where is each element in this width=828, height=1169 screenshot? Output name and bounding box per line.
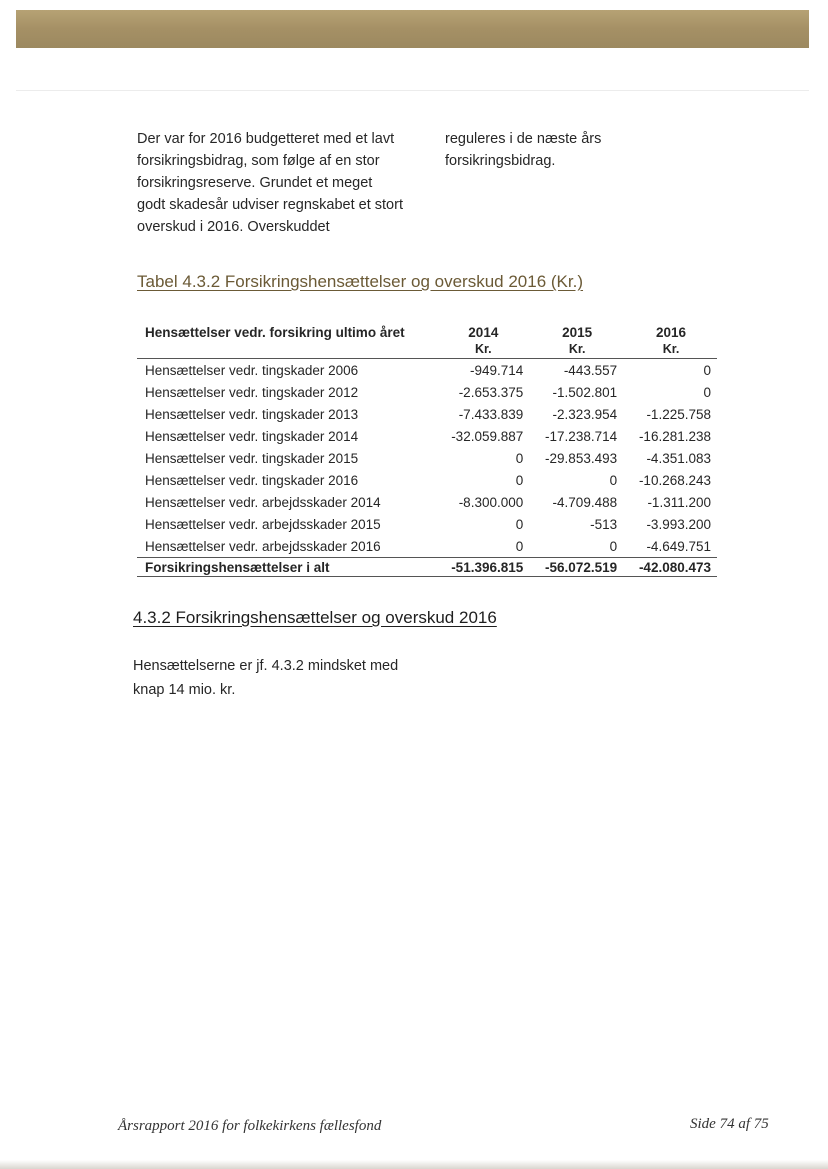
cell-value: 0 (529, 535, 623, 558)
cell-value: -2.323.954 (552, 406, 618, 422)
row-label: Hensættelser vedr. tingskader 2012 (145, 384, 359, 400)
cell-value: -32.059.887 (451, 428, 524, 444)
body-text-left-column: Der var for 2016 budgetteret med et lavt forsikringsbidrag, som følge af en stor forsikringsreserve. Grundet et meget godt skadesår udviser regnskabet et stort overskud i 2016. Overskuddet (137, 131, 403, 235)
total-row (137, 558, 717, 577)
table-row (137, 403, 717, 425)
year-header-2015: 2015 (562, 325, 593, 340)
cell-value: -4.709.488 (552, 494, 618, 510)
row-label: Hensættelser vedr. tingskader 2013 (145, 406, 359, 422)
table-row-header: Hensættelser vedr. forsikring ultimo året (145, 325, 405, 340)
cell-value: -2.653.375 (458, 384, 524, 400)
row-label: Hensættelser vedr. tingskader 2006 (145, 362, 359, 378)
cell-value: -4.649.751 (623, 535, 717, 558)
total-label: Forsikringshensættelser i alt (137, 558, 435, 577)
unit-header-blank (137, 340, 435, 359)
total-value: -51.396.815 (435, 558, 529, 577)
cell-value: 0 (515, 472, 524, 488)
section-body: Hensættelserne er jf. 4.3.2 mindsket med knap 14 mio. kr. (133, 658, 399, 698)
cell-value: 0 (515, 450, 524, 466)
cell-value: -513 (590, 516, 618, 532)
table-row (137, 381, 717, 403)
page-number: Side 74 af 75 (690, 1116, 769, 1132)
cell-value: -3.993.200 (646, 516, 711, 532)
cell-value: 0 (703, 362, 711, 378)
cell-value: 0 (515, 516, 524, 532)
body-text-right-column: reguleres i de næste års forsikringsbidrag. (445, 131, 602, 169)
table-row (137, 469, 717, 491)
year-header-2016: 2016 (656, 325, 687, 340)
row-label: Hensættelser vedr. tingskader 2014 (145, 428, 359, 444)
section-heading: 4.3.2 Forsikringshensættelser og overskud 2016 (133, 608, 497, 627)
table-row (137, 491, 717, 513)
footer-title: Årsrapport 2016 for folkekirkens fællesfond (118, 1118, 382, 1134)
cell-value: -1.225.758 (646, 406, 711, 422)
cell-value: -1.311.200 (647, 494, 711, 510)
header-rule (16, 90, 809, 91)
provisions-table (137, 318, 717, 577)
cell-value: -949.714 (469, 362, 524, 378)
cell-value: 0 (703, 384, 711, 400)
cell-value: 0 (609, 472, 618, 488)
row-label: Hensættelser vedr. tingskader 2015 (145, 450, 359, 466)
cell-value: -29.853.493 (545, 450, 618, 466)
cell-value: -4.351.083 (646, 450, 711, 466)
table-row (137, 359, 717, 382)
year-header-2014: 2014 (468, 325, 499, 340)
table-caption: Tabel 4.3.2 Forsikringshensættelser og overskud 2016 (Kr.) (137, 272, 584, 291)
unit-header: Kr. (529, 340, 623, 359)
cell-value: -10.268.243 (638, 472, 711, 488)
unit-header: Kr. (435, 340, 529, 359)
header-band (16, 10, 809, 48)
cell-value: -17.238.714 (545, 428, 618, 444)
row-label: Hensættelser vedr. arbejdsskader 2014 (145, 494, 381, 510)
total-value: -56.072.519 (529, 558, 623, 577)
cell-value: -7.433.839 (458, 406, 524, 422)
cell-value: -443.557 (563, 362, 618, 378)
page-edge-shadow (0, 1160, 828, 1169)
table-row (137, 447, 717, 469)
table-row (137, 425, 717, 447)
row-label: Hensættelser vedr. arbejdsskader 2016 (137, 535, 435, 558)
cell-value: -16.281.238 (638, 428, 711, 444)
row-label: Hensættelser vedr. tingskader 2016 (145, 472, 359, 488)
cell-value: -8.300.000 (458, 494, 524, 510)
table-row (137, 513, 717, 535)
cell-value: -1.502.801 (552, 384, 618, 400)
row-label: Hensættelser vedr. arbejdsskader 2015 (145, 516, 381, 532)
table-row (137, 535, 717, 558)
cell-value: 0 (435, 535, 529, 558)
unit-header: Kr. (623, 340, 717, 359)
total-value: -42.080.473 (623, 558, 717, 577)
